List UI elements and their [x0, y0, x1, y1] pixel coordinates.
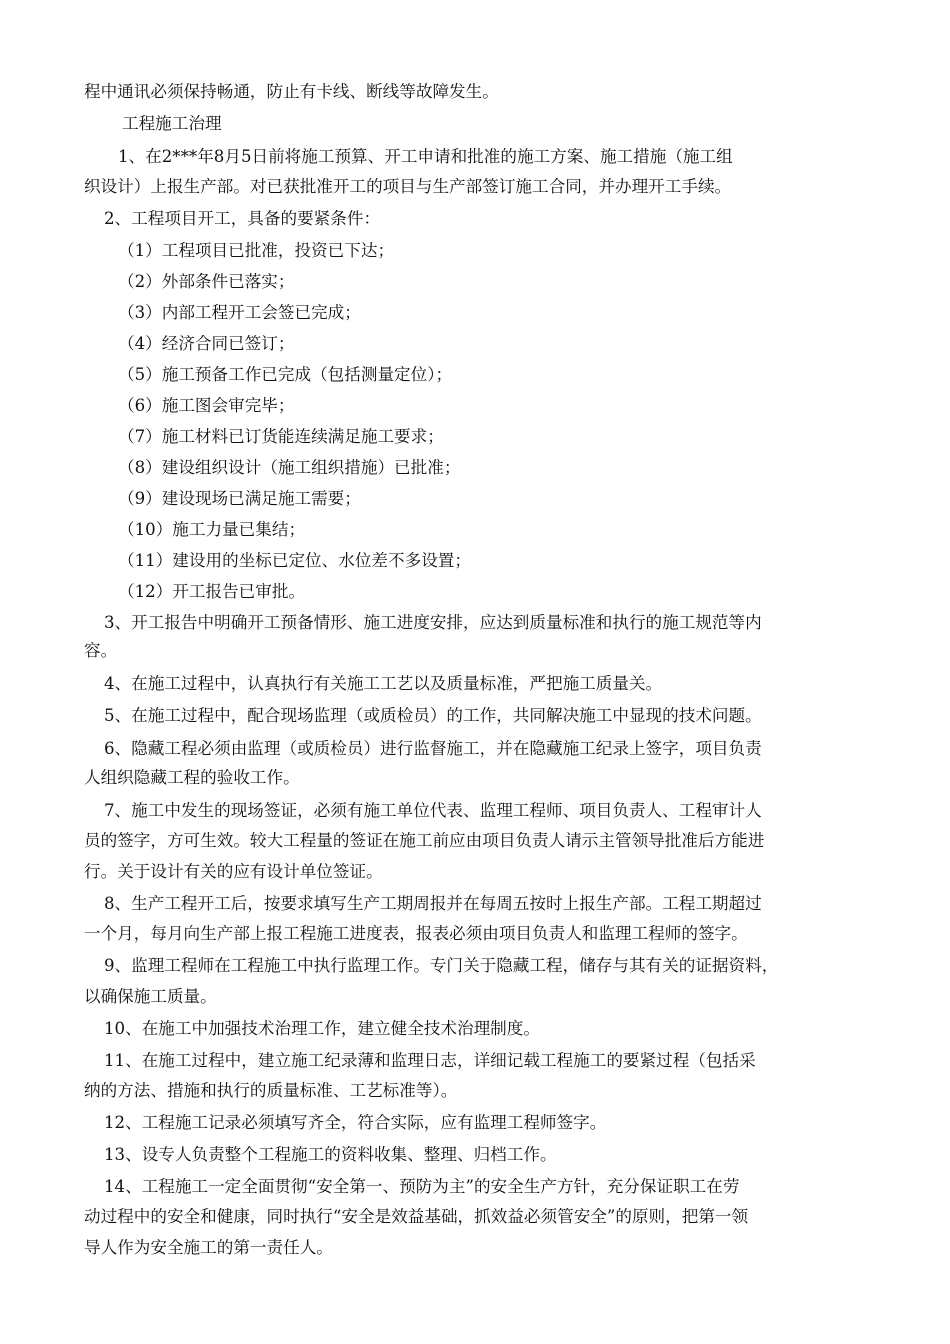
condition-item: （12）开工报告已审批。 [118, 582, 306, 601]
paragraph-8-line-2: 一个月，每月向生产部上报工程施工进度表，报表必须由项目负责人和监理工程师的签字。 [84, 924, 748, 943]
paragraph-8-line-1: 8、生产工程开工后，按要求填写生产工期周报并在每周五按时上报生产部。工程工期超过 [104, 894, 762, 913]
paragraph-14-line-3: 导人作为安全施工的第一责任人。 [84, 1238, 333, 1257]
paragraph-5: 5、在施工过程中，配合现场监理（或质检员）的工作，共同解决施工中显现的技术问题。 [104, 706, 762, 725]
paragraph-14-line-2: 动过程中的安全和健康，同时执行“安全是效益基础，抓效益必须管安全”的原则，把第一领 [84, 1207, 749, 1226]
condition-item: （10）施工力量已集结； [118, 520, 306, 539]
paragraph-1-line-1: 1、在2***年8月5日前将施工预算、开工申请和批准的施工方案、施工措施（施工组 [118, 147, 733, 166]
condition-item: （11）建设用的坐标已定位、水位差不多设置； [118, 551, 471, 570]
condition-item: （2）外部条件已落实； [118, 272, 295, 291]
paragraph-4: 4、在施工过程中，认真执行有关施工工艺以及质量标准，严把施工质量关。 [104, 674, 663, 693]
paragraph-3-line-1: 3、开工报告中明确开工预备情形、施工进度安排，应达到质量标准和执行的施工规范等内 [104, 613, 762, 632]
paragraph-11-line-1: 11、在施工过程中，建立施工纪录薄和监理日志，详细记载工程施工的要紧过程（包括采 [104, 1051, 756, 1070]
paragraph-intro-tail: 程中通讯必须保持畅通，防止有卡线、断线等故障发生。 [84, 82, 499, 101]
paragraph-7-line-1: 7、施工中发生的现场签证，必须有施工单位代表、监理工程师、项目负责人、工程审计人 [104, 801, 762, 820]
condition-item: （3）内部工程开工会签已完成； [118, 303, 361, 322]
condition-item: （1）工程项目已批准，投资已下达； [118, 241, 395, 260]
paragraph-3-line-2: 容。 [84, 641, 118, 660]
condition-item: （9）建设现场已满足施工需要； [118, 489, 361, 508]
condition-item: （6）施工图会审完毕； [118, 396, 295, 415]
paragraph-13: 13、设专人负责整个工程施工的资料收集、整理、归档工作。 [104, 1145, 557, 1164]
condition-item: （5）施工预备工作已完成（包括测量定位）； [118, 365, 453, 384]
paragraph-9-line-1: 9、监理工程师在工程施工中执行监理工作。专门关于隐藏工程，储存与其有关的证据资料， [104, 956, 779, 975]
condition-item: （8）建设组织设计（施工组织措施）已批准； [118, 458, 461, 477]
paragraph-6-line-1: 6、隐藏工程必须由监理（或质检员）进行监督施工，并在隐藏施工纪录上签字，项目负责 [104, 739, 762, 758]
paragraph-2: 2、工程项目开工，具备的要紧条件： [104, 209, 381, 228]
section-title: 工程施工治理 [122, 114, 222, 133]
paragraph-14-line-1: 14、工程施工一定全面贯彻“安全第一、预防为主”的安全生产方针，充分保证职工在劳 [104, 1177, 740, 1196]
paragraph-1-line-2: 织设计）上报生产部。对已获批准开工的项目与生产部签订施工合同，并办理开工手续。 [84, 177, 732, 196]
condition-item: （7）施工材料已订货能连续满足施工要求； [118, 427, 444, 446]
paragraph-9-line-2: 以确保施工质量。 [84, 987, 217, 1006]
paragraph-12: 12、工程施工记录必须填写齐全，符合实际，应有监理工程师签字。 [104, 1113, 607, 1132]
paragraph-7-line-2: 员的签字，方可生效。较大工程量的签证在施工前应由项目负责人请示主管领导批准后方能进 [84, 831, 765, 850]
condition-item: （4）经济合同已签订； [118, 334, 295, 353]
paragraph-7-line-3: 行。关于设计有关的应有设计单位签证。 [84, 862, 383, 881]
paragraph-6-line-2: 人组织隐藏工程的验收工作。 [84, 768, 300, 787]
paragraph-11-line-2: 纳的方法、措施和执行的质量标准、工艺标准等）。 [84, 1081, 458, 1100]
paragraph-10: 10、在施工中加强技术治理工作，建立健全技术治理制度。 [104, 1019, 540, 1038]
